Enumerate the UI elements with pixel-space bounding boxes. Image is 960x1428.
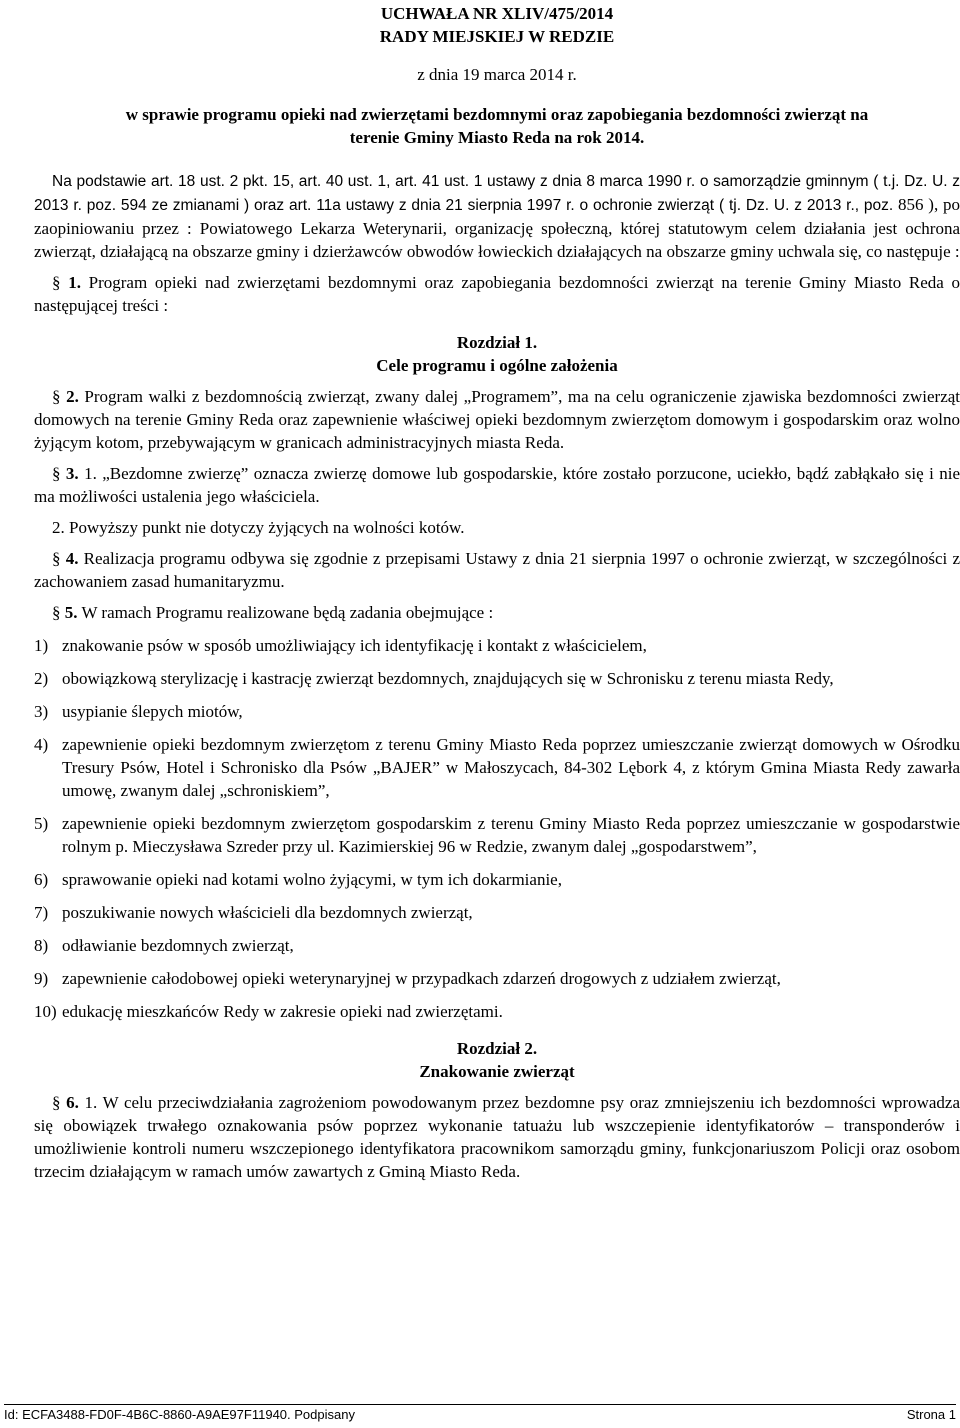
section-3: § 3. 1. „Bezdomne zwierzę” oznacza zwierzę domowe lub gospodarskie, które zostało porzucone, uciekło, bądź zabłąkało się i nie ma możliwości ustalenia jego właściciela. <box>34 464 960 506</box>
chapter-2-heading <box>34 1037 960 1083</box>
resolution-title <box>34 2 960 48</box>
list-item-text: zapewnienie opieki bezdomnym zwierzętom gospodarskim z terenu Gminy Miasto Reda poprzez umieszczanie w gospodarstwie rolnym p. Mieczysława Szreder przy ul. Kazimierskiej 96 w Redzie, zwanym dalej „gospodarstwem”, <box>62 814 960 856</box>
chapter-1-heading <box>34 331 960 377</box>
section-2-text: Program walki z bezdomnością zwierząt, zwany dalej „Programem”, ma na celu ograniczenie zjawiska bezdomności zwierząt domowych na terenie Gminy Reda oraz zapewnienie właściwej opieki bezdomnym zwierzętom domowym i gospodarskim oraz wolno żyjącym kotom, przebywającym w granicach administracyjnych miasta Reda. <box>34 387 960 452</box>
list-item-text: usypianie ślepych miotów, <box>62 702 243 721</box>
list-item <box>34 967 960 990</box>
list-item-number: 7) <box>34 903 49 922</box>
resolution-date: z dnia 19 marca 2014 r. <box>417 65 577 84</box>
section-3-point-2: 2. Powyższy punkt nie dotyczy żyjących na wolności kotów. <box>52 518 465 537</box>
list-item-number: 3) <box>34 702 49 721</box>
chapter-1-subtitle: Cele programu i ogólne założenia <box>376 356 618 375</box>
list-item-text: znakowanie psów w sposób umożliwiający ich identyfikację i kontakt z właścicielem, <box>62 636 647 655</box>
preamble-legal-basis: Na podstawie art. 18 ust. 2 pkt. 15, art. 40 ust. 1, art. 41 ust. 1 ustawy z dnia 8 marca 1990 r. o samorządzie gminnym ( t.j. Dz. U. z 2013 r. poz. 594 ze zmianami ) oraz art. 11a ustawy z dnia 21 sierpnia 1997 r. o ochronie zwierząt ( tj. Dz. U. z 2013 r., poz. <box>34 173 960 214</box>
list-item-number: 1) <box>34 636 49 655</box>
title-line-2: RADY MIEJSKIEJ W REDZIE <box>379 27 615 46</box>
chapter-1-title: Rozdział 1. <box>456 333 538 352</box>
section-2-number: 2. <box>66 387 79 406</box>
document-id-signature: Id: ECFA3488-FD0F-4B6C-8860-A9AE97F11940. Podpisany <box>4 1407 355 1422</box>
section-4: § 4. Realizacja programu odbywa się zgodnie z przepisami Ustawy z dnia 21 sierpnia 1997 o ochronie zwierząt, w szczególności z zachowaniem zasad humanitaryzmu. <box>34 549 960 591</box>
chapter-2-title: Rozdział 2. <box>456 1039 538 1058</box>
resolution-subject <box>34 103 960 149</box>
section-1-number: 1. <box>68 273 81 292</box>
page-number: Strona 1 <box>906 1407 956 1422</box>
list-item-text: zapewnienie całodobowej opieki weterynaryjnej w przypadkach zdarzeń drogowych z udziałem zwierząt, <box>62 969 781 988</box>
section-4-number: 4. <box>65 549 79 568</box>
preamble-consultation: 856 ), po zaopiniowaniu przez : Powiatowego Lekarza Weterynarii, organizację społeczną, której statutowym celem działania jest ochrona zwierząt, działającą na obszarze gminy i dzierżawców obwodów łowieckich działających na obszarze gminy uchwala się, co następuje : <box>34 195 960 261</box>
preamble <box>34 169 960 263</box>
section-3-text: 1. „Bezdomne zwierzę” oznacza zwierzę domowe lub gospodarskie, które zostało porzucone, uciekło, bądź zabłąkało się i nie ma możliwości ustalenia jego właściciela. <box>34 464 960 506</box>
list-item <box>34 1000 960 1023</box>
section-1: § 1. Program opieki nad zwierzętami bezdomnymi oraz zapobiegania bezdomności zwierząt na terenie Gminy Miasto Reda o następującej treści : <box>34 273 960 315</box>
list-item <box>34 934 960 957</box>
list-item-text: obowiązkową sterylizację i kastrację zwierząt bezdomnych, znajdujących się w Schronisku z terenu miasta Redy, <box>62 669 834 688</box>
list-item <box>34 812 960 858</box>
list-item <box>34 901 960 924</box>
page-footer <box>4 1404 956 1425</box>
document-page <box>34 0 960 1183</box>
subject-line-2: terenie Gminy Miasto Reda na rok 2014. <box>349 128 645 147</box>
list-item-text: odławianie bezdomnych zwierząt, <box>62 936 294 955</box>
section-5: § 5. W ramach Programu realizowane będą zadania obejmujące : <box>52 603 494 622</box>
section-6-number: 6. <box>66 1093 79 1112</box>
list-item-number: 8) <box>34 936 49 955</box>
list-item-number: 5) <box>34 814 49 833</box>
section-6-text: 1. W celu przeciwdziałania zagrożeniom powodowanym przez bezdomne psy oraz zmniejszeniu ich bezdomności wprowadza się obowiązek trwałego oznakowania psów poprzez wykonanie tatuażu lub wszczepienie identyfikatorów – transponderów i umożliwienie kontroli numeru wszczepionego identyfikatora pracownikom samorządu gminy, funkcjonariuszom Policji oraz osobom trzecim działającym w ramach umów zawartych z Gminą Miasto Reda. <box>34 1093 960 1181</box>
list-item <box>34 700 960 723</box>
list-item-number: 10) <box>34 1002 57 1021</box>
section-3-number: 3. <box>65 464 79 483</box>
list-item <box>34 634 960 657</box>
section-5-number: 5. <box>64 603 78 622</box>
title-line-1: UCHWAŁA NR XLIV/475/2014 <box>380 4 614 23</box>
section-5-task-list <box>34 634 960 1023</box>
section-2: § 2. Program walki z bezdomnością zwierząt, zwany dalej „Programem”, ma na celu ograniczenie zjawiska bezdomności zwierząt domowych na terenie Gminy Reda oraz zapewnienie właściwej opieki bezdomnym zwierzętom domowym i gospodarskim oraz wolno żyjącym kotom, przebywającym w granicach administracyjnych miasta Reda. <box>34 387 960 452</box>
list-item-text: zapewnienie opieki bezdomnym zwierzętom z terenu Gminy Miasto Reda poprzez umieszczanie zwierząt domowych w Ośrodku Tresury Psów, Hotel i Schronisko dla Psów „BAJER” w Małoszycach, 84-302 Lębork 4, z którym Gmina Miasta Redy zawarła umowę, zwanym dalej „schroniskiem”, <box>62 735 960 800</box>
section-1-text: Program opieki nad zwierzętami bezdomnymi oraz zapobiegania bezdomności zwierząt na terenie Gminy Miasto Reda o następującej treści : <box>34 273 960 315</box>
section-6: § 6. 1. W celu przeciwdziałania zagrożeniom powodowanym przez bezdomne psy oraz zmniejszeniu ich bezdomności wprowadza się obowiązek trwałego oznakowania psów poprzez wykonanie tatuażu lub wszczepienie identyfikatorów – transponderów i umożliwienie kontroli numeru wszczepionego identyfikatora pracownikom samorządu gminy, funkcjonariuszom Policji oraz osobom trzecim działającym w ramach umów zawartych z Gminą Miasto Reda. <box>34 1093 960 1181</box>
section-5-text: W ramach Programu realizowane będą zadania obejmujące : <box>77 603 494 622</box>
list-item <box>34 733 960 802</box>
subject-line-1: w sprawie programu opieki nad zwierzętami bezdomnymi oraz zapobiegania bezdomności zwierząt na <box>125 105 869 124</box>
list-item-number: 6) <box>34 870 49 889</box>
list-item <box>34 868 960 891</box>
chapter-2-subtitle: Znakowanie zwierząt <box>419 1062 575 1081</box>
list-item-number: 2) <box>34 669 49 688</box>
list-item-text: poszukiwanie nowych właścicieli dla bezdomnych zwierząt, <box>62 903 473 922</box>
list-item-text: sprawowanie opieki nad kotami wolno żyjącymi, w tym ich dokarmianie, <box>62 870 562 889</box>
list-item-number: 4) <box>34 735 49 754</box>
list-item-number: 9) <box>34 969 49 988</box>
section-4-text: Realizacja programu odbywa się zgodnie z przepisami Ustawy z dnia 21 sierpnia 1997 o ochronie zwierząt, w szczególności z zachowaniem zasad humanitaryzmu. <box>34 549 960 591</box>
list-item-text: edukację mieszkańców Redy w zakresie opieki nad zwierzętami. <box>62 1002 503 1021</box>
list-item <box>34 667 960 690</box>
